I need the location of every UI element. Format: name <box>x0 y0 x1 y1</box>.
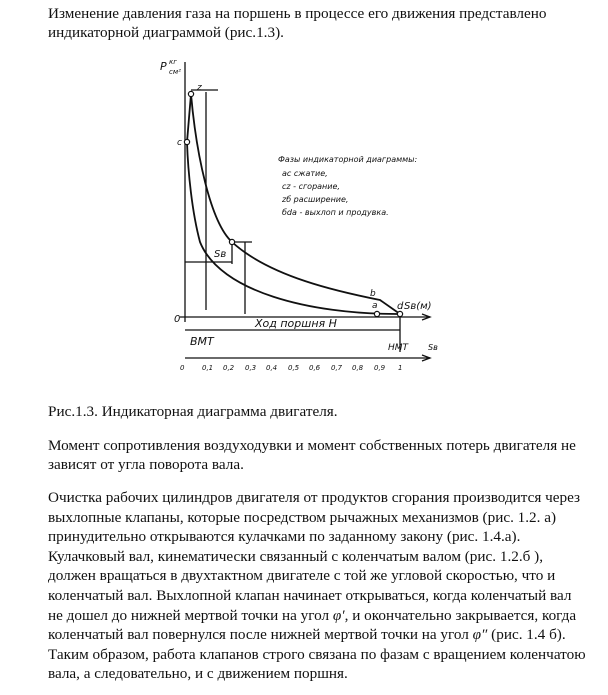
svg-text:0,7: 0,7 <box>331 364 343 372</box>
svg-text:Sв: Sв <box>428 343 438 352</box>
svg-text:ac сжатие,: ac сжатие, <box>282 169 328 178</box>
figure-caption: Рис.1.3. Индикаторная диаграмма двигателя. <box>48 403 338 420</box>
svg-text:b: b <box>370 289 376 299</box>
ratio-ticks <box>180 364 402 372</box>
svg-text:zб расширение,: zб расширение, <box>282 195 349 204</box>
svg-text:1: 1 <box>398 364 403 372</box>
svg-text:0,5: 0,5 <box>288 364 300 372</box>
y-axis-label: P <box>160 60 167 73</box>
legend <box>278 155 418 217</box>
svg-text:кг: кг <box>169 58 177 66</box>
svg-text:0,2: 0,2 <box>223 364 235 372</box>
svg-text:0,8: 0,8 <box>352 364 364 372</box>
stroke-label: Ход поршня H <box>255 317 337 330</box>
indicator-diagram <box>160 52 440 377</box>
x-axis-label: Sв(м) <box>404 301 432 312</box>
tdc-label: ВМТ <box>190 335 214 348</box>
svg-text:cz - сгорание,: cz - сгорание, <box>282 182 340 191</box>
point-z <box>188 91 193 96</box>
svg-text:a: a <box>372 301 378 311</box>
paragraph-3: Очистка рабочих цилиндров двигателя от продуктов сгорания производится через выхлопные клапаны, которые посредством рычажных механизмов (рис. 1.2. а) принудительно открываются кулачками по заданному закону (рис. 1.4.а). Кулачковый вал, кинематически связанный с коленчатым валом (рис. 1.2.б ), должен вращаться в двухтактном двигателе с той же угловой скоростью, что и коленчатый вал. Выхлопной клапан начинает открываться, когда коленчатый вал не дошел до нижней мертвой точки на угол φ′, и окончательно закрывается, когда коленчатый вал повернулся после нижней мертвой точки на угол φ″ (рис. 1.4 б). Таким образом, работа клапанов строго связана по фазам с вращением коленчатою вала, а следовательно, и с движением поршня. <box>48 489 586 683</box>
point-rho <box>229 239 234 244</box>
svg-text:бda - выхлоп и продувка.: бda - выхлоп и продувка. <box>282 208 389 217</box>
svg-text:0,6: 0,6 <box>309 364 321 372</box>
expansion-curve <box>191 94 400 314</box>
svg-text:0: 0 <box>174 314 181 325</box>
svg-text:0,1: 0,1 <box>202 364 214 372</box>
svg-text:z: z <box>197 83 202 93</box>
phi-prime: φ′ <box>332 606 345 624</box>
svg-text:0: 0 <box>180 364 185 372</box>
svg-text:Sв: Sв <box>214 249 227 260</box>
point-a <box>374 311 379 316</box>
intro-paragraph: Изменение давления газа на поршень в процессе его движения представлено индикаторной диаграммой (рис.1.3). <box>48 5 547 41</box>
bdc-label: НМТ <box>388 343 409 353</box>
svg-text:0,3: 0,3 <box>245 364 257 372</box>
svg-text:см²: см² <box>169 68 181 76</box>
point-d <box>397 311 402 316</box>
svg-text:d: d <box>397 301 404 312</box>
paragraph-2: Момент сопротивления воздуходувки и момент собственных потерь двигателя не зависят от угла поворота вала. <box>48 437 576 473</box>
compression-curve <box>187 142 397 314</box>
svg-text:Фазы индикаторной диаграммы:: Фазы индикаторной диаграммы: <box>278 155 418 164</box>
svg-text:c: c <box>177 138 182 148</box>
point-c <box>184 139 189 144</box>
svg-text:0,4: 0,4 <box>266 364 278 372</box>
svg-text:0,9: 0,9 <box>374 364 386 372</box>
phi-double-prime: φ″ <box>472 626 488 644</box>
